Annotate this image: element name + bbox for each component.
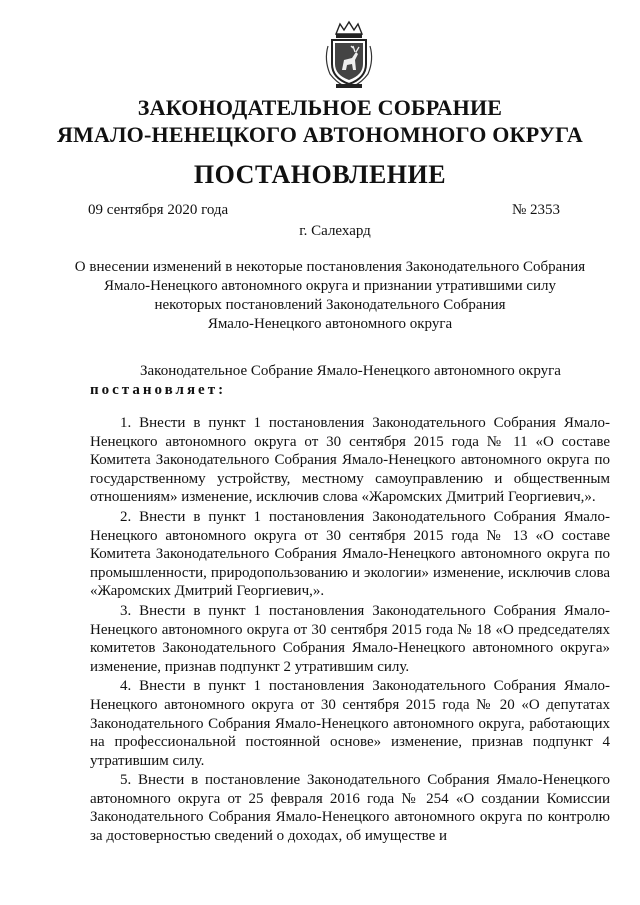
resolution-item: 1. Внести в пункт 1 постановления Законодательного Собрания Ямало-Ненецкого автономного округа от 30 сентября 2015 года № 11 «О составе Комитета Законодательного Собрания Ямало-Ненецкого автономного округа по государственному устройству, местному самоуправлению и общественным отношениям» изменение, исключив слова «Жаромских Дмитрий Георгиевич,».	[90, 415, 610, 506]
resolution-item: 4. Внести в пункт 1 постановления Законодательного Собрания Ямало-Ненецкого автономного округа от 30 сентября 2015 года № 20 «О депутатах Законодательного Собрания Ямало-Ненецкого автономного округа, работающих на профессиональной постоянной основе» изменение, признав подпункт 4 утратившим силу.	[90, 678, 610, 769]
subject-line: Ямало-Ненецкого автономного округа	[207, 316, 453, 332]
resolve-word: постановляет:	[90, 381, 227, 398]
org-title-line2: ЯМАЛО-НЕНЕЦКОГО АВТОНОМНОГО ОКРУГА	[56, 122, 584, 147]
preamble-text: Законодательное Собрание Ямало-Ненецкого автономного округа	[140, 363, 561, 379]
subject-line: Ямало-Ненецкого автономного округа и признании утратившими силу	[103, 278, 557, 294]
document-type: ПОСТАНОВЛЕНИЕ	[193, 160, 447, 189]
resolution-items	[90, 414, 610, 847]
subject-line: О внесении изменений в некоторые постановления Законодательного Собрания	[74, 259, 586, 275]
document-city: г. Салехард	[299, 223, 371, 239]
document-date: 09 сентября 2020 года	[88, 202, 229, 218]
document-subject	[70, 258, 590, 334]
resolution-item: 5. Внести в постановление Законодательного Собрания Ямало-Ненецкого автономного округа от 25 февраля 2016 года № 254 «О создании Комиссии Законодательного Собрания Ямало-Ненецкого автономного округа по контролю за достоверностью сведений о доходах, об имуществе и	[90, 772, 610, 845]
resolution-item: 3. Внести в пункт 1 постановления Законодательного Собрания Ямало-Ненецкого автономного округа от 30 сентября 2015 года № 18 «О председателях комитетов Законодательного Собрания Ямало-Ненецкого автономного округа» изменение, признав подпункт 2 утратившим силу.	[90, 602, 610, 675]
resolution-item: 2. Внести в пункт 1 постановления Законодательного Собрания Ямало-Ненецкого автономного округа от 30 сентября 2015 года № 13 «О составе Комитета Законодательного Собрания Ямало-Ненецкого автономного округа по промышленности, природопользованию и экологии» изменение, исключив слова «Жаромских Дмитрий Георгиевич,».	[90, 508, 610, 600]
subject-line: некоторых постановлений Законодательного Собрания	[154, 297, 506, 313]
preamble	[90, 362, 610, 399]
org-title-line1: ЗАКОНОДАТЕЛЬНОЕ СОБРАНИЕ	[137, 95, 503, 120]
coat-of-arms-icon	[322, 20, 376, 90]
document-number: № 2353	[511, 202, 560, 218]
